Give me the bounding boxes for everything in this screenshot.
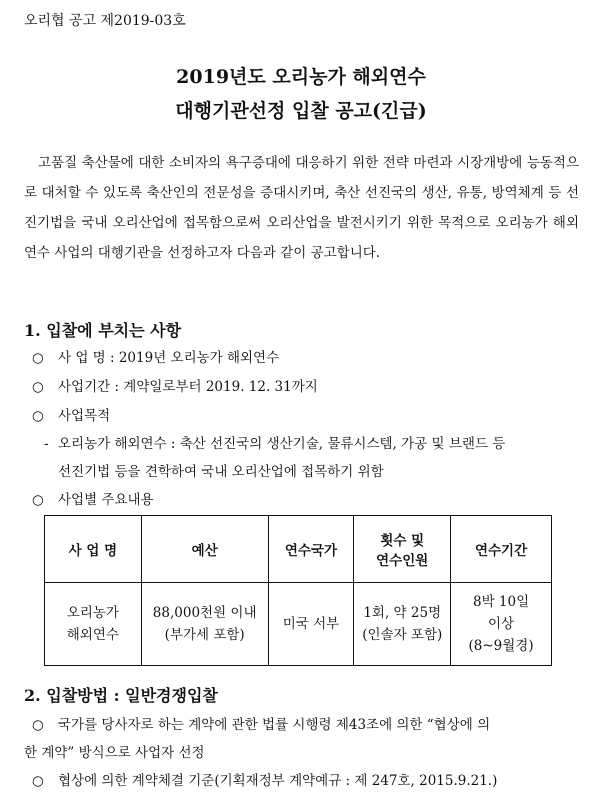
cell-text: (부가세 포함) [164,627,245,643]
project-name-item [32,346,279,366]
purpose-item [32,404,110,424]
cell-country: 미국 서부 [268,583,354,666]
bullet-icon: ○ [32,492,44,508]
bullet-icon: ○ [32,717,44,733]
purpose-detail-line-1 [44,432,505,452]
cell-text: 8박 10일 [472,594,530,610]
document-title-line-2: 대행기관선정 입찰 공고(긴급) [175,100,427,122]
header-project-name: 사 업 명 [45,516,142,583]
header-count-line-1: 횟수 및 [380,533,425,549]
cell-text: 1회, 약 25명 [363,605,442,621]
details-item [32,488,154,508]
method-item-1 [32,713,490,733]
purpose-detail-text-1: 오리농가 해외연수 : 축산 선진국의 생산기술, 물류시스템, 가공 및 브랜드 등 [58,436,506,452]
method-item-1-text: 국가를 당사자로 하는 계약에 관한 법률 시행령 제43조에 의한 “협상에 의 [58,717,491,733]
table-header-row [45,516,552,583]
method-item-1-continuation: 한 계약” 방식으로 사업자 선정 [24,745,205,761]
header-count-line-2: 연수인원 [376,553,429,569]
header-budget: 예산 [141,516,268,583]
document-title-line-1: 2019년도 오리농가 해외연수 [176,66,426,88]
intro-paragraph: 고품질 축산물에 대한 소비자의 욕구증대에 대응하기 위한 전략 마련과 시장개방에 능동적으로 대처할 수 있도록 축산인의 전문성을 증대시키며, 축산 선진국의 생산, 유통, 방역체계 등 선진기법을 국내 오리산업에 접목함으로써 오리산업을 발전시키기 위한 목적으로 오리농가 해외연수 사업의 대행기관을 선정하고자 다음과 같이 공고합니다. [24,155,579,261]
purpose-detail-line-2: 선진기법 등을 견학하여 국내 오리산업에 접목하기 위함 [58,464,384,480]
project-name-text: 사 업 명 : 2019년 오리농가 해외연수 [58,350,280,366]
details-label: 사업별 주요내용 [58,492,154,508]
period-item [32,375,318,395]
cell-project-name [45,583,142,666]
cell-count-people [354,583,451,666]
cell-training-period [451,583,552,666]
bullet-icon: ○ [32,350,44,366]
section-1-heading: 1. 입찰에 부치는 사항 [24,321,182,340]
header-country: 연수국가 [268,516,354,583]
header-count-people [354,516,451,583]
bullet-icon: ○ [32,773,44,789]
notice-number: 오리협 공고 제2019-03호 [24,13,186,29]
section-2-heading: 2. 입찰방법 : 일반경쟁입찰 [24,686,218,705]
bullet-icon: ○ [32,408,44,424]
cell-text: 해외연수 [66,627,119,643]
project-details-table [44,515,552,666]
cell-text: 이상 [488,616,515,632]
cell-text: (인솔자 포함) [362,627,443,643]
period-text: 사업기간 : 계약일로부터 2019. 12. 31까지 [58,379,318,395]
method-item-2 [32,769,497,789]
cell-budget [141,583,268,666]
header-training-period: 연수기간 [451,516,552,583]
method-item-2-text: 협상에 의한 계약체결 기준(기획재정부 계약예규 : 제 247호, 2015.9.21.) [58,773,498,789]
cell-text: (8~9월경) [468,638,534,654]
bullet-icon: ○ [32,379,44,395]
dash-marker: - [44,436,49,452]
purpose-label: 사업목적 [58,408,111,424]
table-row [45,583,552,666]
cell-text: 오리농가 [66,605,119,621]
cell-text: 88,000천원 이내 [152,605,257,621]
